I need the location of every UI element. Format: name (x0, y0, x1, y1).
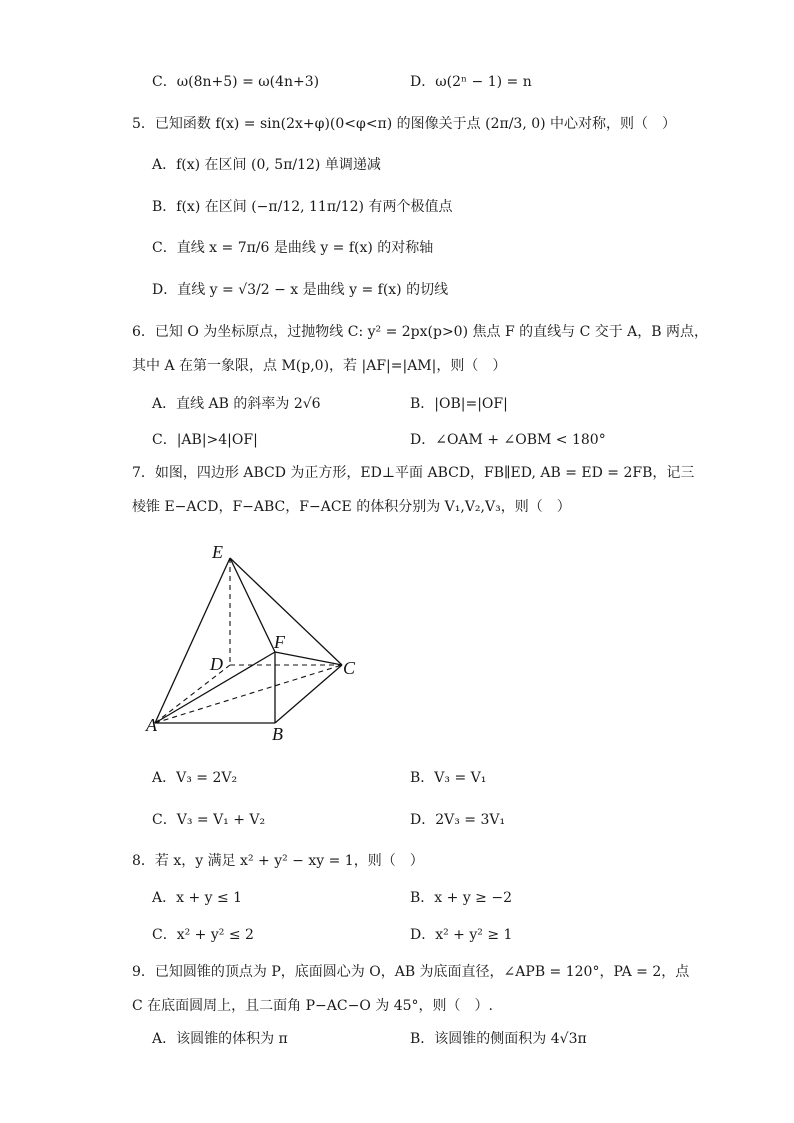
edge-EF (230, 558, 275, 652)
q7-option-d: D．2V₃ = 3V₁ (410, 812, 506, 828)
q7-stem-line2: 棱锥 E−ACD，F−ABC，F−ACE 的体积分别为 V₁,V₂,V₃，则（ ） (132, 499, 571, 515)
edge-AC (155, 665, 342, 723)
edge-FC (275, 652, 342, 665)
q9-stem-line1: 9．已知圆锥的顶点为 P，底面圆心为 O，AB 为底面直径，∠APB = 120°，PA = 2，点 (132, 964, 690, 980)
q5-option-a: A．f(x) 在区间 (0, 5π/12) 单调递减 (152, 157, 381, 173)
label-A: A (146, 715, 157, 735)
q8-option-d: D．x² + y² ≥ 1 (410, 927, 513, 943)
q9-option-b: B．该圆锥的侧面积为 4√3π (410, 1031, 587, 1047)
q5-option-d: D．直线 y = √3/2 − x 是曲线 y = f(x) 的切线 (152, 282, 449, 298)
q7-option-b: B．V₃ = V₁ (410, 770, 487, 786)
q5-stem: 5．已知函数 f(x) = sin(2x+φ)(0<φ<π) 的图像关于点 (2π/3, 0) 中心对称，则（ ） (132, 116, 677, 132)
label-B: B (272, 724, 283, 744)
label-E: E (212, 542, 223, 562)
q7-option-c: C．V₃ = V₁ + V₂ (152, 812, 266, 828)
q7-option-a: A．V₃ = 2V₂ (152, 770, 238, 786)
label-C: C (343, 658, 356, 678)
edge-EA (155, 558, 230, 723)
q6-option-a: A．直线 AB 的斜率为 2√6 (152, 396, 321, 412)
q6-option-d: D．∠OAM + ∠OBM < 180° (410, 432, 606, 448)
q4-option-d: D．ω(2ⁿ − 1) = n (410, 74, 532, 90)
edge-BC (275, 665, 342, 723)
q9-stem-line2: C 在底面圆周上，且二面角 P−AC−O 为 45°，则（ ）. (132, 998, 493, 1014)
q8-option-c: C．x² + y² ≤ 2 (152, 927, 254, 943)
q4-option-c: C．ω(8n+5) = ω(4n+3) (152, 74, 320, 90)
label-F: F (274, 632, 285, 652)
q5-option-c: C．直线 x = 7π/6 是曲线 y = f(x) 的对称轴 (152, 240, 434, 256)
q6-option-b: B．|OB|=|OF| (410, 396, 508, 412)
edge-EC (230, 558, 342, 665)
q7-stem-line1: 7．如图，四边形 ABCD 为正方形，ED⊥平面 ABCD，FB∥ED, AB = ED = 2FB，记三 (132, 465, 695, 481)
q6-option-c: C．|AB|>4|OF| (152, 432, 258, 448)
q5-option-b: B．f(x) 在区间 (−π/12, 11π/12) 有两个极值点 (152, 199, 453, 215)
q6-stem-line1: 6．已知 O 为坐标原点，过抛物线 C: y² = 2px(p>0) 焦点 F 的直线与 C 交于 A，B 两点， (132, 324, 709, 340)
q8-option-a: A．x + y ≤ 1 (152, 890, 243, 906)
label-D: D (210, 654, 223, 674)
q6-stem-line2: 其中 A 在第一象限，点 M(p,0)，若 |AF|=|AM|，则（ ） (132, 358, 507, 374)
q8-option-b: B．x + y ≥ −2 (410, 890, 512, 906)
pyramid-figure (140, 540, 380, 745)
q9-option-a: A．该圆锥的体积为 π (152, 1031, 288, 1047)
q8-stem: 8．若 x，y 满足 x² + y² − xy = 1，则（ ） (132, 853, 424, 869)
